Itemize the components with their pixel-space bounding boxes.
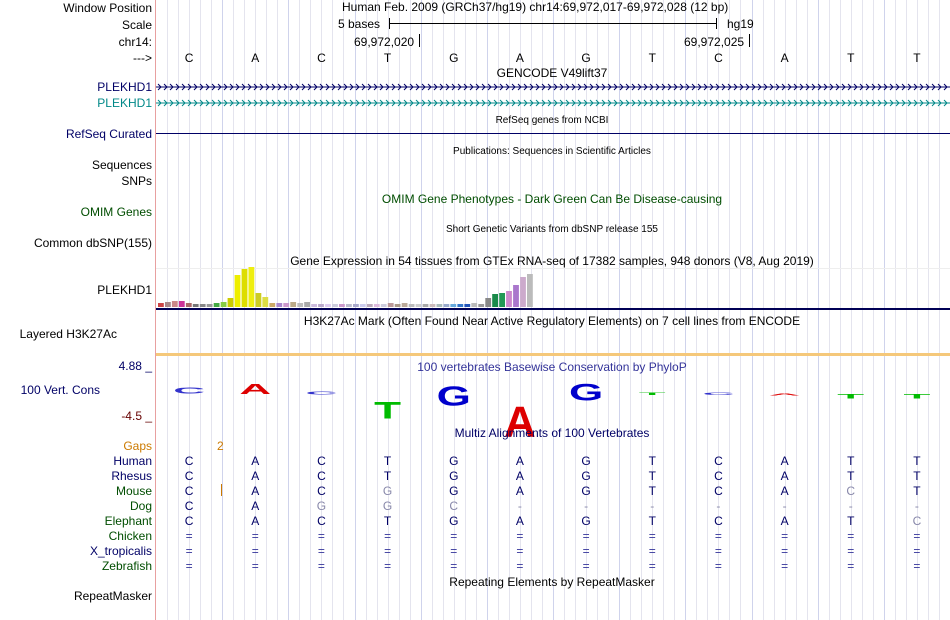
alignment-base: = xyxy=(847,544,855,558)
alignment-base: T xyxy=(847,514,855,528)
alignment-base: - xyxy=(650,499,655,513)
alignment-base: A xyxy=(780,484,789,498)
alignment-base: = xyxy=(450,559,458,573)
alignment-base: C xyxy=(846,484,856,498)
base-letter: A xyxy=(780,51,789,65)
alignment-base: C xyxy=(184,514,194,528)
alignment-base: - xyxy=(584,499,589,513)
alignment-base: - xyxy=(517,499,522,513)
alignment-base: G xyxy=(581,514,591,528)
alignment-base: = xyxy=(317,559,325,573)
phylop-base-glyph: A xyxy=(768,392,801,396)
alignment-base: T xyxy=(648,469,656,483)
alignment-base: = xyxy=(516,529,524,543)
alignment-base: = xyxy=(251,544,259,558)
cons-track-label[interactable]: 100 Vert. Cons xyxy=(20,383,100,397)
alignment-base: A xyxy=(515,514,524,528)
alignment-base: A xyxy=(780,514,789,528)
alignment-base: C xyxy=(184,484,194,498)
gaps-label[interactable]: Gaps xyxy=(123,439,152,453)
gtex-gene-label[interactable]: PLEKHD1 xyxy=(97,283,152,297)
alignment-base: T xyxy=(913,454,921,468)
alignment-base: C xyxy=(449,499,459,513)
track-data-area[interactable] xyxy=(156,0,950,620)
alignment-base: C xyxy=(714,514,723,528)
alignment-base: G xyxy=(449,514,459,528)
alignment-base: C xyxy=(184,469,194,483)
multiz-alignment[interactable] xyxy=(156,0,950,620)
layered-h3k27ac-label[interactable]: Layered H3K27Ac xyxy=(19,327,117,341)
alignment-base: - xyxy=(716,499,721,513)
alignment-base: = xyxy=(648,559,656,573)
alignment-base: G xyxy=(449,454,459,468)
alignment-base: C xyxy=(317,514,326,528)
phylop-base-glyph: T xyxy=(638,392,666,396)
alignment-base: = xyxy=(317,529,325,543)
alignment-base: A xyxy=(251,484,260,498)
alignment-base: A xyxy=(251,469,260,483)
alignment-base: G xyxy=(581,484,591,498)
h3k27ac-track-title: H3K27Ac Mark (Often Found Near Active Regulatory Elements) on 7 cell lines from ENCODE xyxy=(303,314,801,328)
alignment-base: = xyxy=(317,544,325,558)
alignment-base: = xyxy=(913,529,921,543)
alignment-base: = xyxy=(516,544,524,558)
alignment-base: = xyxy=(384,529,392,543)
alignment-base: = xyxy=(582,544,590,558)
species-human-label[interactable]: Human xyxy=(113,454,152,468)
alignment-base: = xyxy=(781,544,789,558)
alignment-base: T xyxy=(847,469,855,483)
phylop-base-glyph: T xyxy=(837,392,865,400)
alignment-base: = xyxy=(384,544,392,558)
base-letter: A xyxy=(251,51,260,65)
phylop-track-title: 100 vertebrates Basewise Conservation by PhyloP xyxy=(417,360,687,374)
alignment-base: G xyxy=(581,469,591,483)
phylop-base-glyph: C xyxy=(305,389,338,396)
window-position-label[interactable]: Window Position xyxy=(63,1,152,15)
ruler-pos-1: 69,972,020 xyxy=(354,35,415,49)
alignment-base: C xyxy=(714,469,723,483)
alignment-base: G xyxy=(382,499,393,513)
alignment-base: = xyxy=(516,559,524,573)
snps-label[interactable]: SNPs xyxy=(121,174,152,188)
phylop-base-glyph: T xyxy=(903,392,931,400)
alignment-base: = xyxy=(185,544,193,558)
omim-track-title: OMIM Gene Phenotypes - Dark Green Can Be Disease-causing xyxy=(381,192,723,206)
sequences-label[interactable]: Sequences xyxy=(91,158,152,172)
alignment-base: A xyxy=(251,454,260,468)
track-label-column xyxy=(0,0,155,620)
alignment-base: C xyxy=(317,454,326,468)
alignment-base: = xyxy=(714,529,722,543)
chrom-label[interactable]: chr14: xyxy=(118,35,152,49)
alignment-base: G xyxy=(382,484,393,498)
alignment-base: = xyxy=(582,559,590,573)
alignment-base: - xyxy=(914,499,919,513)
alignment-base: = xyxy=(582,529,590,543)
alignment-base: A xyxy=(251,514,260,528)
alignment-base: - xyxy=(848,499,853,513)
alignment-base: G xyxy=(581,454,591,468)
alignment-base: C xyxy=(184,454,194,468)
alignment-base: = xyxy=(847,559,855,573)
species-chicken-label[interactable]: Chicken xyxy=(108,529,152,543)
alignment-base: A xyxy=(251,499,260,513)
alignment-base: = xyxy=(648,544,656,558)
alignment-base: = xyxy=(847,529,855,543)
alignment-base: = xyxy=(251,559,259,573)
species-xtropicalis-label[interactable]: X_tropicalis xyxy=(89,544,152,558)
alignment-base: = xyxy=(913,544,921,558)
ruler-assembly: hg19 xyxy=(727,17,754,31)
alignment-base: T xyxy=(913,484,921,498)
phylop-base-glyph: G xyxy=(436,380,471,412)
phylop-base-glyph: G xyxy=(568,378,604,407)
species-zebrafish-label[interactable]: Zebrafish xyxy=(101,559,152,573)
alignment-base: A xyxy=(780,454,789,468)
alignment-base: C xyxy=(317,484,326,498)
alignment-base: = xyxy=(714,544,722,558)
ruler-title: Human Feb. 2009 (GRCh37/hg19) chr14:69,972,017-69,972,028 (12 bp) xyxy=(342,0,729,14)
base-letter: T xyxy=(847,51,855,65)
alignment-base: = xyxy=(781,559,789,573)
alignment-base: = xyxy=(185,529,193,543)
base-letter: C xyxy=(184,51,194,65)
dbsnp-track-title: Short Genetic Variants from dbSNP release 155 xyxy=(446,224,658,235)
alignment-base: T xyxy=(648,484,656,498)
strand-arrow-label[interactable]: ---> xyxy=(133,51,152,65)
alignment-base: T xyxy=(913,469,921,483)
alignment-base: G xyxy=(449,469,459,483)
alignment-base: = xyxy=(185,559,193,573)
alignment-base: = xyxy=(648,529,656,543)
alignment-base: G xyxy=(449,484,459,498)
ruler-scale-text: 5 bases xyxy=(338,17,381,31)
species-mouse-label[interactable]: Mouse xyxy=(115,484,152,498)
common-dbsnp-label[interactable]: Common dbSNP(155) xyxy=(33,236,152,250)
alignment-base: = xyxy=(384,559,392,573)
refseq-label[interactable]: RefSeq Curated xyxy=(65,127,152,141)
gaps-count: 2 xyxy=(217,439,224,453)
multiz-track-title: Multiz Alignments of 100 Vertebrates xyxy=(454,426,650,440)
alignment-base: C xyxy=(912,514,922,528)
alignment-base: T xyxy=(648,514,656,528)
alignment-base: = xyxy=(714,559,722,573)
species-rhesus-label[interactable]: Rhesus xyxy=(111,469,152,483)
phylop-base-glyph: A xyxy=(504,397,536,447)
alignment-base: A xyxy=(515,469,524,483)
alignment-base: T xyxy=(383,514,392,528)
alignment-base: T xyxy=(847,454,855,468)
alignment-base: = xyxy=(450,544,458,558)
phylop-base-glyph: C xyxy=(173,386,205,396)
phylop-base-glyph: A xyxy=(239,380,272,398)
alignment-base: T xyxy=(383,454,392,468)
base-letter: C xyxy=(317,51,326,65)
alignment-base: C xyxy=(184,499,194,513)
alignment-base: T xyxy=(383,469,392,483)
base-letter: G xyxy=(581,51,591,65)
alignment-base: C xyxy=(317,469,326,483)
gencode-gene-label-2[interactable]: PLEKHD1 xyxy=(97,96,152,110)
base-letter: T xyxy=(648,51,656,65)
alignment-base: = xyxy=(781,529,789,543)
alignment-base: = xyxy=(913,559,921,573)
phylop-base-glyph: T xyxy=(374,396,402,425)
alignment-base: A xyxy=(515,484,524,498)
publications-track-title: Publications: Sequences in Scientific Articles xyxy=(453,146,651,157)
base-letter: T xyxy=(913,51,921,65)
omim-label[interactable]: OMIM Genes xyxy=(80,205,152,219)
alignment-base: = xyxy=(251,529,259,543)
repeatmasker-label[interactable]: RepeatMasker xyxy=(73,589,152,603)
phylop-base-glyph: C xyxy=(702,392,735,396)
alignment-base: = xyxy=(450,529,458,543)
alignment-base: C xyxy=(714,454,723,468)
alignment-base: A xyxy=(780,469,789,483)
base-letter: T xyxy=(383,51,392,65)
base-letter: C xyxy=(714,51,723,65)
scale-label[interactable]: Scale xyxy=(121,18,152,32)
gencode-gene-label[interactable]: PLEKHD1 xyxy=(97,80,152,94)
ruler-pos-2: 69,972,025 xyxy=(684,35,745,49)
gtex-track-title: Gene Expression in 54 tissues from GTEx RNA-seq of 17382 samples, 948 donors (V8, Aug 2019) xyxy=(290,254,814,268)
refseq-track-title: RefSeq genes from NCBI xyxy=(495,115,609,126)
base-letter: G xyxy=(449,51,459,65)
repeatmasker-track-title: Repeating Elements by RepeatMasker xyxy=(449,575,655,589)
alignment-base: - xyxy=(782,499,787,513)
alignment-base: C xyxy=(714,484,723,498)
cons-min-label: -4.5 _ xyxy=(121,409,152,423)
alignment-base: T xyxy=(648,454,656,468)
base-letter: A xyxy=(515,51,524,65)
alignment-base: G xyxy=(316,499,327,513)
gencode-track-title: GENCODE V49lift37 xyxy=(496,66,608,80)
alignment-base: A xyxy=(515,454,524,468)
species-dog-label[interactable]: Dog xyxy=(129,499,152,513)
cons-max-label: 4.88 _ xyxy=(118,359,152,373)
species-elephant-label[interactable]: Elephant xyxy=(104,514,152,528)
